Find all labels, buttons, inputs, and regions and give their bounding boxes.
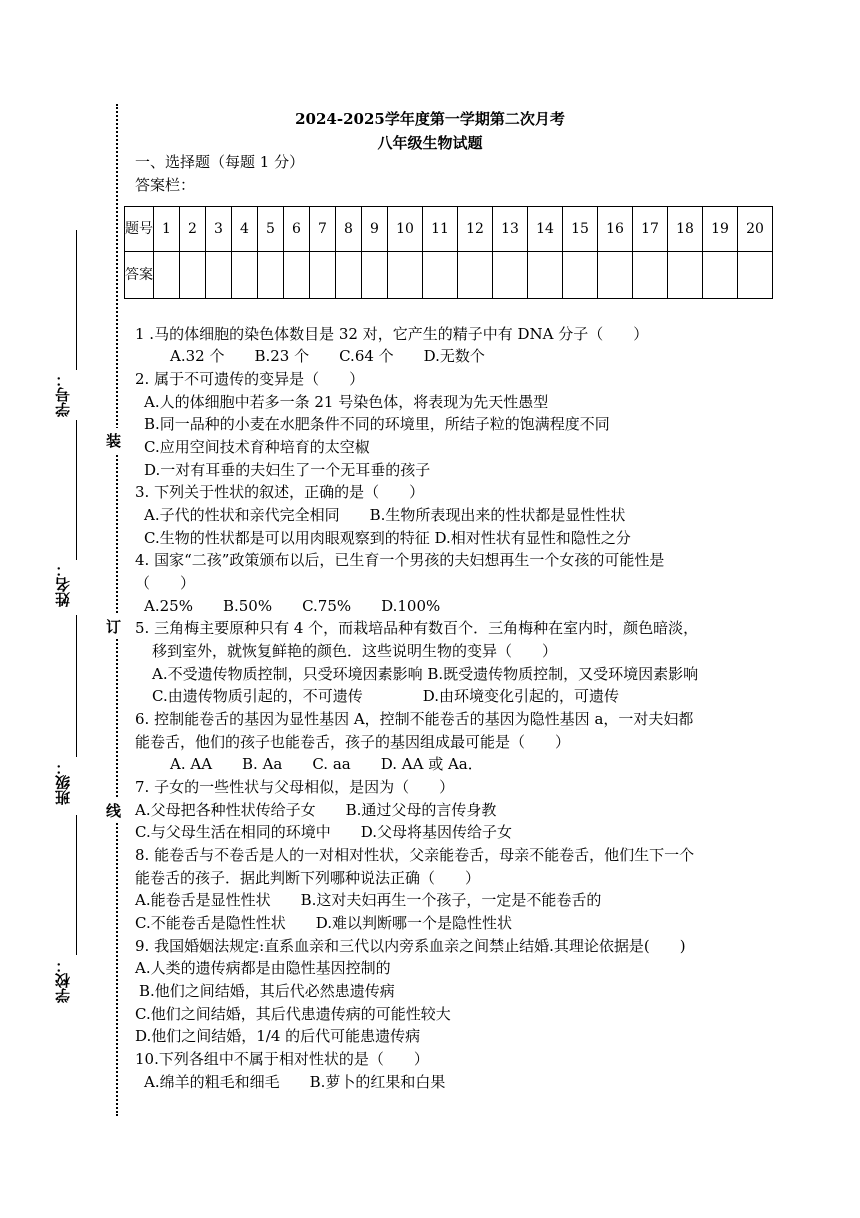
answer-cell[interactable] [284,252,310,299]
binding-char-zhuang: 装 [106,428,121,453]
name-line [76,420,77,560]
question-1-stem: 1 .马的体细胞的染色体数目是 32 对，它产生的精子中有 DNA 分子（ ） [135,325,649,343]
binding-char-ding: 订 [106,614,121,639]
answer-cell[interactable] [206,252,232,299]
question-6-stem-cont: 能卷舌，他们的孩子也能卷舌，孩子的基因组成最可能是（ ） [135,733,571,751]
answer-table [124,206,773,299]
answer-cell[interactable] [633,252,668,299]
exam-title: 2024-2025学年度第一学期第二次月考 [295,110,565,128]
question-6-stem: 6. 控制能卷舌的基因为显性基因 A，控制不能卷舌的基因为隐性基因 a，一对夫妇都 [135,710,694,728]
answer-cell[interactable] [563,252,598,299]
qnum-cell: 6 [284,207,310,252]
qnum-cell: 7 [310,207,336,252]
answer-row [125,252,773,299]
answer-cell[interactable] [310,252,336,299]
question-1-options: A.32 个 B.23 个 C.64 个 D.无数个 [170,347,485,365]
answer-cell[interactable] [336,252,362,299]
question-8-stem-cont: 能卷舌的孩子．据此判断下列哪种说法正确（ ） [135,869,481,887]
answer-cell[interactable] [154,252,180,299]
answer-bar-label: 答案栏： [135,176,196,194]
question-4-options: A.25% B.50% C.75% D.100% [144,597,441,615]
question-2-option-a: A.人的体细胞中若多一条 21 号染色体，将表现为先天性愚型 [144,393,549,411]
answer-cell[interactable] [738,252,773,299]
qnum-cell: 10 [388,207,423,252]
question-4-stem: 4. 国家“二孩”政策颁布以后，已生育一个男孩的夫妇想再生一个女孩的可能性是 [135,551,665,569]
qnum-cell: 3 [206,207,232,252]
binding-char-xian: 线 [106,798,121,823]
answer-cell[interactable] [388,252,423,299]
qnum-cell: 5 [258,207,284,252]
question-9-option-c: C.他们之间结婚，其后代患遗传病的可能性较大 [135,1005,451,1023]
question-3-stem: 3. 下列关于性状的叙述，正确的是（ ） [135,483,425,501]
question-number-label: 题号 [125,207,154,252]
question-5-stem: 5. 三角梅主要原种只有 4 个，而栽培品种有数百个．三角梅种在室内时，颜色暗淡， [135,619,699,637]
answer-cell[interactable] [232,252,258,299]
question-10-stem: 10.下列各组中不属于相对性状的是（ ） [135,1050,429,1068]
class-label: 班级： [54,760,72,805]
answer-cell[interactable] [668,252,703,299]
answer-cell[interactable] [423,252,458,299]
qnum-cell: 18 [668,207,703,252]
qnum-cell: 4 [232,207,258,252]
qnum-cell: 1 [154,207,180,252]
question-5-stem-cont: 移到室外，就恢复鲜艳的颜色．这些说明生物的变异（ ） [152,642,558,660]
answer-cell[interactable] [703,252,738,299]
question-8-options-ab: A.能卷舌是显性性状 B.这对夫妇再生一个孩子，一定是不能卷舌的 [135,891,602,909]
qnum-cell: 17 [633,207,668,252]
answer-label: 答案 [125,252,154,299]
qnum-cell: 13 [493,207,528,252]
exam-subtitle: 八年级生物试题 [377,134,483,152]
question-8-options-cd: C.不能卷舌是隐性性状 D.难以判断哪一个是隐性性状 [135,914,512,932]
qnum-cell: 12 [458,207,493,252]
student-id-label: 学号： [54,372,72,417]
question-6-options: A. AA B. Aa C. aa D. AA 或 Aa． [170,755,483,773]
qnum-cell: 11 [423,207,458,252]
qnum-cell: 8 [336,207,362,252]
question-4-stem-cont: （ ） [135,574,196,592]
answer-cell[interactable] [493,252,528,299]
section-heading: 一、选择题（每题 1 分） [135,153,305,171]
question-3-options-ab: A.子代的性状和亲代完全相同 B.生物所表现出来的性状都是显性性状 [144,506,626,524]
question-7-stem: 7. 子女的一些性状与父母相似，是因为（ ） [135,778,455,796]
question-9-option-a: A.人类的遗传病都是由隐性基因控制的 [135,959,391,977]
question-8-stem: 8. 能卷舌与不卷舌是人的一对相对性状，父亲能卷舌，母亲不能卷舌，他们生下一个 [135,846,695,864]
question-9-stem: 9. 我国婚姻法规定:直系血亲和三代以内旁系血亲之间禁止结婚.其理论依据是( ) [135,937,686,955]
question-7-options-ab: A.父母把各种性状传给子女 B.通过父母的言传身教 [135,801,497,819]
question-number-row [125,207,773,252]
qnum-cell: 19 [703,207,738,252]
answer-cell[interactable] [458,252,493,299]
school-line [76,815,77,955]
question-9-option-b: B.他们之间结婚，其后代必然患遗传病 [139,982,395,1000]
answer-cell[interactable] [528,252,563,299]
question-2-stem: 2. 属于不可遗传的变异是（ ） [135,370,365,388]
qnum-cell: 15 [563,207,598,252]
student-id-line [76,230,77,370]
question-5-options-cd: C.由遗传物质引起的，不可遗传 D.由环境变化引起的，可遗传 [152,687,619,705]
question-9-option-d: D.他们之间结婚，1/4 的后代可能患遗传病 [135,1027,421,1045]
answer-cell[interactable] [180,252,206,299]
question-2-option-c: C.应用空间技术育种培育的太空椒 [144,438,370,456]
qnum-cell: 2 [180,207,206,252]
question-2-option-b: B.同一品种的小麦在水肥条件不同的环境里，所结子粒的饱满程度不同 [144,415,610,433]
qnum-cell: 14 [528,207,563,252]
question-7-options-cd: C.与父母生活在相同的环境中 D.父母将基因传给子女 [135,823,512,841]
question-2-option-d: D.一对有耳垂的夫妇生了一个无耳垂的孩子 [144,461,431,479]
class-line [76,615,77,757]
school-label: 学校： [54,958,72,1003]
qnum-cell: 20 [738,207,773,252]
answer-cell[interactable] [258,252,284,299]
binding-dotted-line [116,104,118,1116]
question-10-options-ab: A.绵羊的粗毛和细毛 B.萝卜的红果和白果 [144,1073,446,1091]
qnum-cell: 9 [362,207,388,252]
question-5-options-ab: A.不受遗传物质控制，只受环境因素影响 B.既受遗传物质控制，又受环境因素影响 [152,665,699,683]
answer-cell[interactable] [362,252,388,299]
name-label: 姓名： [54,562,72,607]
answer-cell[interactable] [598,252,633,299]
question-3-options-cd: C.生物的性状都是可以用肉眼观察到的特征 D.相对性状有显性和隐性之分 [144,529,631,547]
qnum-cell: 16 [598,207,633,252]
